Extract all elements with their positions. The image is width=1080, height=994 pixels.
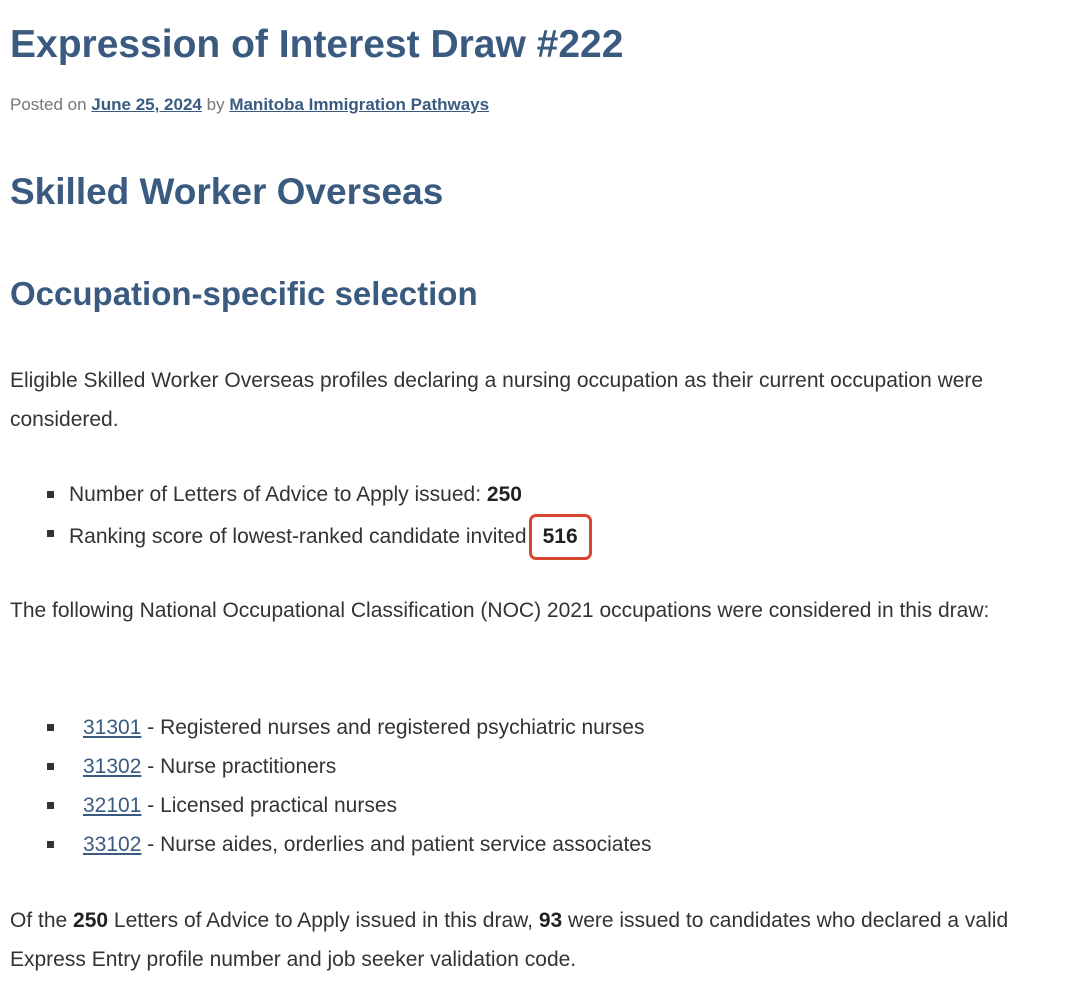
noc-description: - Registered nurses and registered psychiatric nurses <box>141 716 645 739</box>
loa-label: Number of Letters of Advice to Apply issued: <box>69 483 487 506</box>
score-value: 516 <box>542 525 578 548</box>
summary-part-3: were issued to candidates who declared a valid Express Entry profile number and job seeker validation code. <box>10 909 1009 971</box>
summary-part-1: Of the <box>10 909 74 932</box>
bullet-icon <box>47 491 54 498</box>
summary-express-entry-count: 93 <box>538 909 563 932</box>
posted-on-label: Posted on <box>10 95 87 114</box>
list-item <box>10 786 652 825</box>
subsection-heading: Occupation-specific selection <box>10 275 478 312</box>
page-title: Expression of Interest Draw #222 <box>10 23 624 66</box>
intro-paragraph: Eligible Skilled Worker Overseas profiles declaring a nursing occupation as their current occupation were considered. <box>10 369 984 431</box>
bullet-icon <box>47 763 54 770</box>
loa-value: 250 <box>486 483 522 506</box>
noc-description: - Nurse practitioners <box>141 755 337 778</box>
noc-code-link[interactable]: 31301 <box>83 716 142 739</box>
list-item-loa <box>10 475 592 514</box>
stats-list <box>10 475 592 560</box>
post-meta <box>10 93 489 117</box>
noc-code-link[interactable]: 32101 <box>83 794 142 817</box>
author-link[interactable]: Manitoba Immigration Pathways <box>229 95 490 114</box>
section-heading: Skilled Worker Overseas <box>10 171 444 212</box>
by-label: by <box>206 95 225 114</box>
summary-paragraph <box>10 901 1078 979</box>
bullet-icon <box>47 530 54 537</box>
list-item <box>10 825 652 864</box>
list-item-score <box>10 514 592 560</box>
list-item <box>10 708 652 747</box>
bullet-icon <box>47 724 54 731</box>
noc-description: - Nurse aides, orderlies and patient service associates <box>141 833 652 856</box>
score-label: Ranking score of lowest-ranked candidate invited <box>69 525 527 548</box>
noc-intro-paragraph: The following National Occupational Classification (NOC) 2021 occupations were considered in this draw: <box>10 599 990 622</box>
summary-loa-count: 250 <box>73 909 109 932</box>
noc-code-link[interactable]: 33102 <box>83 833 142 856</box>
noc-description: - Licensed practical nurses <box>141 794 398 817</box>
score-highlight-box <box>529 514 592 560</box>
list-item <box>10 747 652 786</box>
noc-list <box>10 708 652 864</box>
post-date-link[interactable]: June 25, 2024 <box>91 95 202 114</box>
summary-part-2: Letters of Advice to Apply issued in this draw, <box>108 909 539 932</box>
bullet-icon <box>47 802 54 809</box>
bullet-icon <box>47 841 54 848</box>
noc-code-link[interactable]: 31302 <box>83 755 142 778</box>
